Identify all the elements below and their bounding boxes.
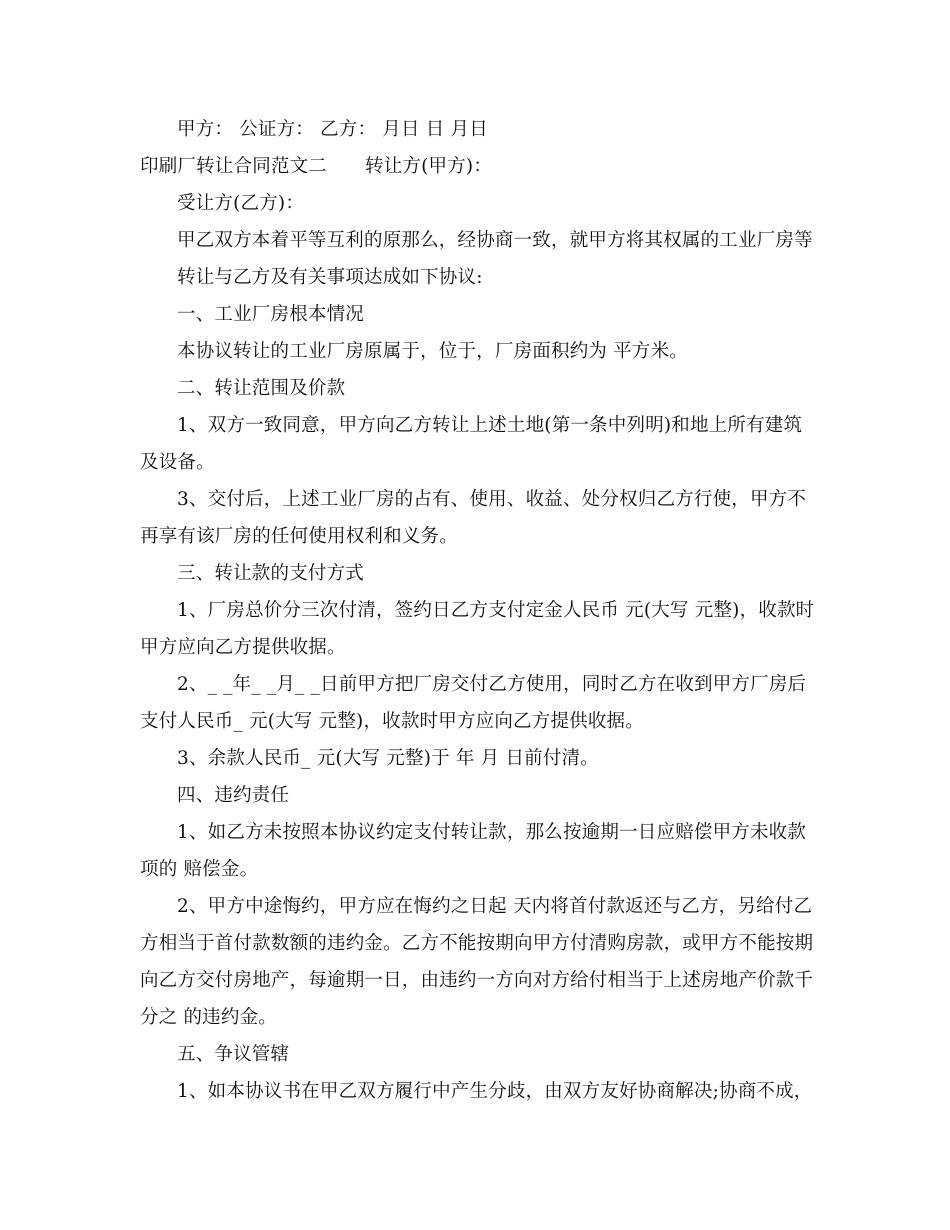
paragraph-line: 1、如乙方未按照本协议约定支付转让款，那么按逾期一日应赔偿甲方未收款 [177, 822, 807, 843]
section-heading: 二、转让范围及价款 [177, 378, 346, 399]
paragraph-line: 再享有该厂房的任何使用权利和义务。 [140, 526, 458, 547]
paragraph-line: 甲乙双方本着平等互利的原那么，经协商一致，就甲方将其权属的工业厂房等 [177, 230, 813, 251]
section-heading: 四、违约责任 [177, 785, 290, 806]
paragraph-line: 方相当于首付款数额的违约金。乙方不能按期向甲方付清购房款，或甲方不能按期 [140, 933, 814, 954]
section-heading: 一、工业厂房根本情况 [177, 304, 365, 325]
paragraph-line: 1、如本协议书在甲乙双方履行中产生分歧，由双方友好协商解决;协商不成， [177, 1081, 813, 1102]
section-heading: 三、转让款的支付方式 [177, 563, 365, 584]
paragraph-line: 甲方应向乙方提供收据。 [140, 637, 346, 658]
paragraph-line: 2、_ _年_ _月_ _日前甲方把厂房交付乙方使用，同时乙方在收到甲方厂房后 [177, 674, 807, 695]
paragraph-line: 支付人民币_ 元(大写 元整)，收款时甲方应向乙方提供收据。 [140, 711, 644, 732]
paragraph-line: 及设备。 [140, 452, 215, 473]
transferee-label: 受让方(乙方)： [177, 193, 305, 214]
document-title-row [140, 154, 492, 180]
paragraph-line: 项的 赔偿金。 [140, 859, 259, 880]
paragraph-line: 转让与乙方及有关事项达成如下协议: [177, 267, 483, 288]
paragraph-line: 3、余款人民币_ 元(大写 元整)于 年 月 日前付清。 [177, 748, 599, 769]
paragraph-line: 1、厂房总价分三次付清，签约日乙方支付定金人民币 元(大写 元整)，收款时 [177, 600, 815, 621]
paragraph-line: 向乙方交付房地产，每逾期一日，由违约一方向对方给付相当于上述房地产价款千 [140, 970, 814, 991]
paragraph-line: 1、双方一致同意，甲方向乙方转让上述土地(第一条中列明)和地上所有建筑 [177, 415, 803, 436]
section-heading: 五、争议管辖 [177, 1044, 290, 1065]
signature-line: 甲方： 公证方： 乙方： 月日 日 月日 [177, 119, 488, 140]
paragraph-line: 3、交付后，上述工业厂房的占有、使用、收益、处分权归乙方行使，甲方不 [177, 489, 807, 510]
document-title: 印刷厂转让合同范文二 [140, 156, 328, 177]
paragraph-line: 2、甲方中途悔约，甲方应在悔约之日起 天内将首付款返还与乙方，另给付乙 [177, 896, 813, 917]
paragraph-line: 分之 的违约金。 [140, 1007, 277, 1028]
transferor-label: 转让方(甲方)： [365, 156, 493, 177]
paragraph-line: 本协议转让的工业厂房原属于，位于，厂房面积约为 平方米。 [177, 341, 688, 362]
